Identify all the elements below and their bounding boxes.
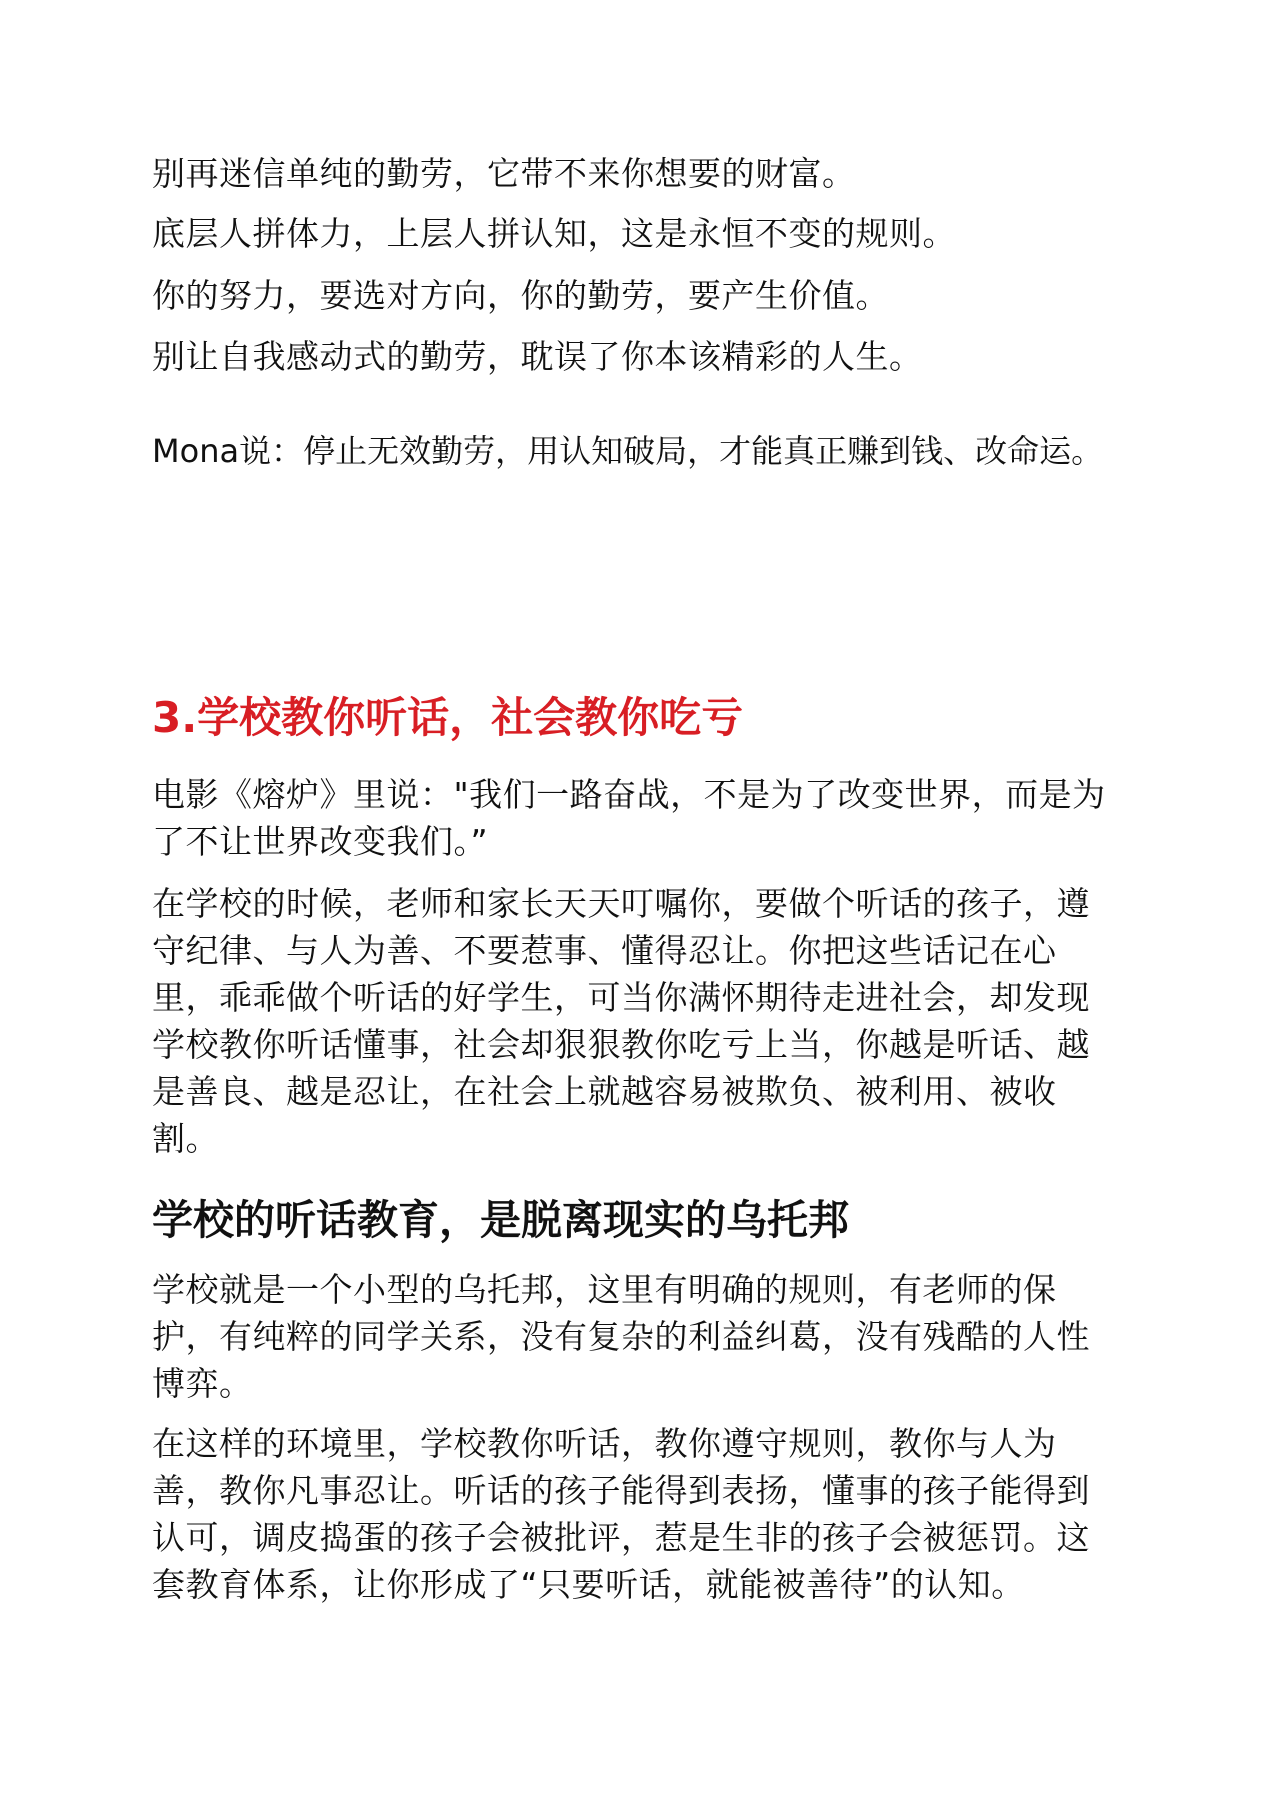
section-3-heading: 3.学校教你听话，社会教你吃亏 — [152, 693, 744, 742]
mona-note: Mona说：停止无效勤劳，用认知破局，才能真正赚到钱、改命运。 — [152, 432, 1104, 470]
intro-line-1: 别再迷信单纯的勤劳，它带不来你想要的财富。 — [152, 154, 856, 193]
intro-line-4: 别让自我感动式的勤劳，耽误了你本该精彩的人生。 — [152, 337, 923, 376]
environment-paragraph: 在这样的环境里，学校教你听话，教你遵守规则，教你与人为善，教你凡事忍让。听话的孩子能得到表扬，懂事的孩子能得到认可，调皮捣蛋的孩子会被批评，惹是生非的孩子会被惩罚。这套教育体系，让你形成了“只要听话，就能被善待”的认知。 — [152, 1424, 1090, 1604]
utopia-paragraph: 学校就是一个小型的乌托邦，这里有明确的规则，有老师的保护，有纯粹的同学关系，没有复杂的利益纠葛，没有残酷的人性博弈。 — [152, 1270, 1090, 1403]
quote-paragraph: 电影《熔炉》里说："我们一路奋战，不是为了改变世界，而是为了不让世界改变我们。” — [152, 775, 1106, 861]
intro-line-3: 你的努力，要选对方向，你的勤劳，要产生价值。 — [152, 276, 889, 315]
intro-line-2: 底层人拼体力，上层人拼认知，这是永恒不变的规则。 — [152, 214, 956, 253]
subsection-heading: 学校的听话教育，是脱离现实的乌托邦 — [152, 1196, 849, 1244]
school-paragraph: 在学校的时候，老师和家长天天叮嘱你，要做个听话的孩子，遵守纪律、与人为善、不要惹事、懂得忍让。你把这些话记在心里，乖乖做个听话的好学生，可当你满怀期待走进社会，却发现学校教你听话懂事，社会却狠狠教你吃亏上当，你越是听话、越是善良、越是忍让，在社会上就越容易被欺负、被利用、被收割。 — [152, 884, 1090, 1158]
